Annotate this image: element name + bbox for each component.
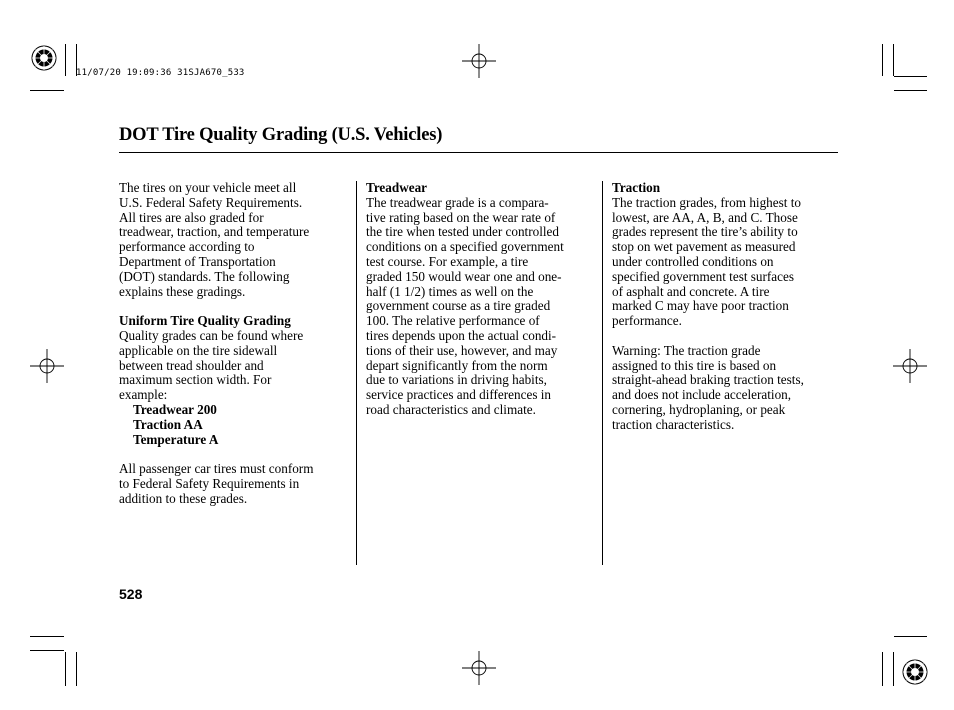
example-treadwear: Treadwear 200 <box>133 401 217 417</box>
middle-column <box>366 181 598 418</box>
crop-mark <box>894 90 927 91</box>
crop-mark <box>30 650 64 651</box>
crop-mark <box>882 652 883 686</box>
column-divider <box>356 181 357 565</box>
page-number: 528 <box>119 586 143 602</box>
traction-heading: Traction <box>612 180 661 195</box>
crop-mark <box>30 90 64 91</box>
example-traction: Traction AA <box>133 416 203 432</box>
crop-mark <box>30 636 64 637</box>
registration-target-icon <box>30 44 58 72</box>
intro-paragraph: The tires on your vehicle meet all U.S. Federal Safety Requirements. All tires are also graded for treadwear, traction, and temperature performance according to Department of Transportation (DOT) standards. The following explains these gradings. <box>119 180 310 299</box>
column-divider <box>602 181 603 565</box>
crop-mark <box>894 636 927 637</box>
section-heading: Uniform Tire Quality Grading <box>119 313 291 329</box>
registration-target-icon <box>901 658 929 686</box>
warning-paragraph: Warning: The traction grade assigned to this tire is based on straight-ahead braking traction tests, and does not include acceleration, cornering, hydroplaning, or peak traction characteristics. <box>612 342 804 432</box>
crop-mark <box>65 44 66 76</box>
page-title: DOT Tire Quality Grading (U.S. Vehicles) <box>119 125 443 145</box>
closing-paragraph: All passenger car tires must conform to Federal Safety Requirements in addition to these grades. <box>119 461 314 506</box>
crop-mark <box>76 652 77 686</box>
crosshair-icon <box>462 44 496 78</box>
title-rule <box>119 152 838 153</box>
print-stamp: 11/07/20 19:09:36 31SJA670_533 <box>76 68 245 78</box>
crop-mark <box>893 44 894 76</box>
section-paragraph: Quality grades can be found where applicable on the tire sidewall between tread shoulder and maximum section width. For example: <box>119 327 304 403</box>
grade-examples <box>119 403 351 447</box>
example-temperature: Temperature A <box>133 431 219 447</box>
right-column <box>612 181 844 433</box>
crop-mark <box>882 44 883 76</box>
crosshair-icon <box>30 349 64 383</box>
left-column <box>119 181 351 507</box>
treadwear-heading: Treadwear <box>366 180 428 195</box>
crosshair-icon <box>462 651 496 685</box>
crop-mark <box>65 652 66 686</box>
crosshair-icon <box>893 349 927 383</box>
crop-mark <box>893 652 894 686</box>
treadwear-paragraph: The treadwear grade is a compara- tive rating based on the wear rate of the tire when tested under controlled conditions on a specified government test course. For example, a tire graded 150 would wear one and one- half (1 1/2) times as well on the government course as a tire graded 100. The relative performance of tires depends upon the actual condi- tions of their use, however, and may depart significantly from the norm due to variations in driving habits, service practices and differences in road characteristics and climate. <box>366 194 564 417</box>
traction-paragraph: The traction grades, from highest to lowest, are AA, A, B, and C. Those grades represent the tire’s ability to stop on wet pavement as measured under controlled conditions on specified government test surfaces of asphalt and concrete. A tire marked C may have poor traction performance. <box>612 194 801 329</box>
crop-mark <box>894 76 927 77</box>
